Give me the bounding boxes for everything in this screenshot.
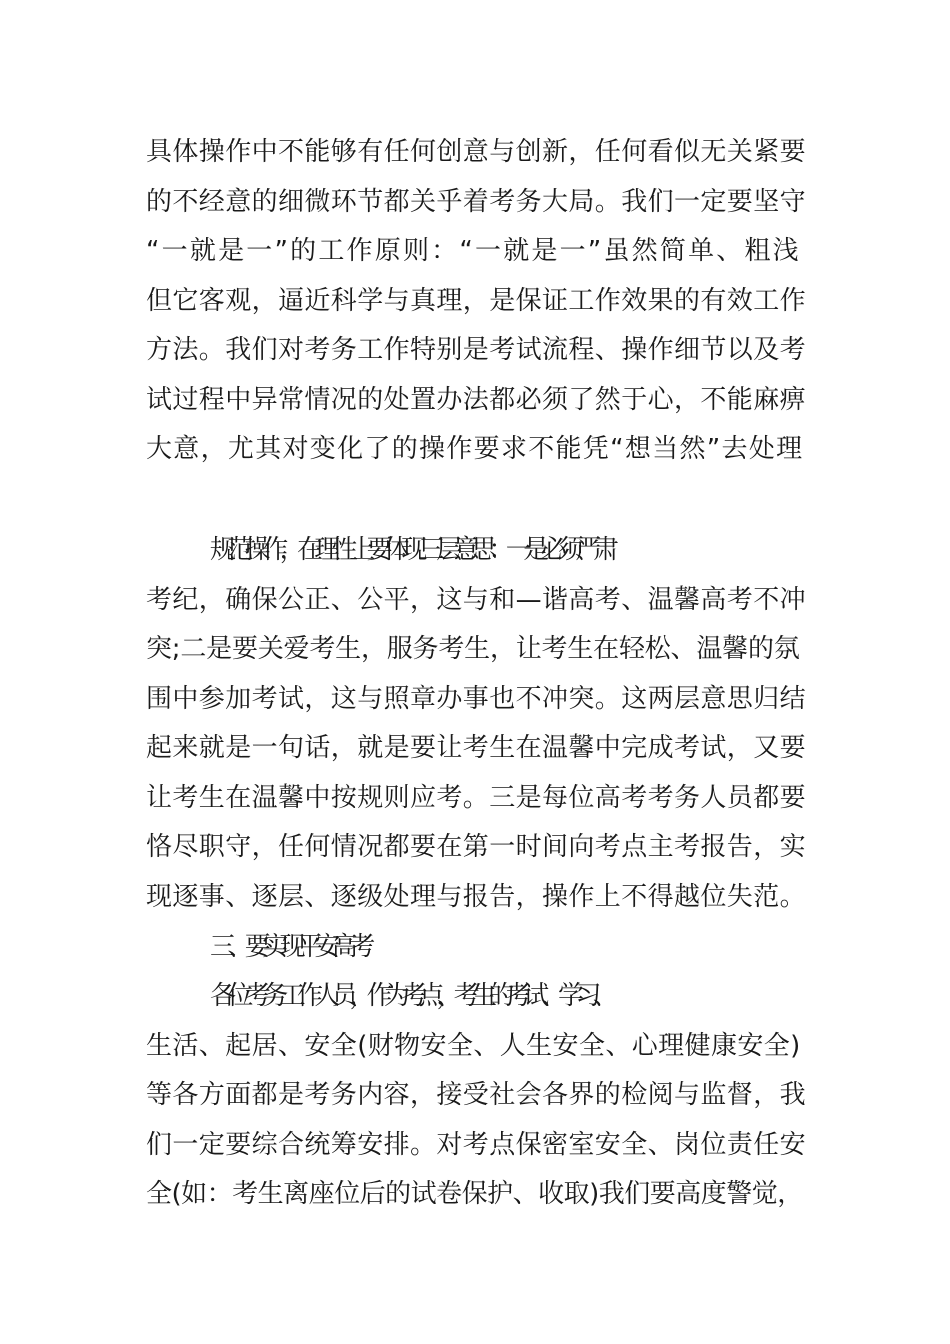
section-heading: 三、要实现平安高考: [210, 932, 367, 962]
paragraph-first-line: 规范操作，在理性上要体现三层意思：一是必须严肃: [210, 535, 611, 565]
text-line: 让考生在温馨中按规则应考。三是每位高考考务人员都要: [146, 783, 807, 813]
text-line: 突;二是要关爱考生，服务考生，让考生在轻松、温馨的氛: [146, 634, 800, 664]
text-line: 考纪，确保公正、公平，这与和—谐高考、温馨高考不冲: [146, 585, 807, 615]
text-line: 具体操作中不能够有任何创意与创新，任何看似无关紧要: [146, 137, 807, 167]
text-line: 大意，尤其对变化了的操作要求不能凭“想当然”去处理: [146, 434, 804, 464]
text-line: 现逐事、逐层、逐级处理与报告，操作上不得越位失范。: [146, 882, 807, 912]
text-line: 全(如：考生离座位后的试卷保护、收取)我们要高度警觉，: [146, 1179, 803, 1209]
text-line: 们一定要综合统筹安排。对考点保密室安全、岗位责任安: [146, 1130, 807, 1160]
text-line: 生活、起居、安全(财物安全、人生安全、心理健康安全): [146, 1031, 801, 1061]
text-line: “一就是一”的工作原则：“一就是一”虽然简单、粗浅: [146, 236, 801, 266]
text-line: 试过程中异常情况的处置办法都必须了然于心，不能麻痹: [146, 385, 807, 415]
paragraph-first-line: 各位考务工作人员，作为考点，考生的考试、学习、: [210, 981, 611, 1011]
text-line: 恪尽职守，任何情况都要在第一时间向考点主考报告，实: [146, 832, 807, 862]
text-line: 等各方面都是考务内容，接受社会各界的检阅与监督，我: [146, 1080, 807, 1110]
text-line: 围中参加考试，这与照章办事也不冲突。这两层意思归结: [146, 684, 807, 714]
text-line: 方法。我们对考务工作特别是考试流程、操作细节以及考: [146, 335, 807, 365]
text-line: 的不经意的细微环节都关乎着考务大局。我们一定要坚守: [146, 187, 807, 217]
text-line: 但它客观，逼近科学与真理，是保证工作效果的有效工作: [146, 286, 807, 316]
text-line: 起来就是一句话，就是要让考生在温馨中完成考试，又要: [146, 733, 807, 763]
